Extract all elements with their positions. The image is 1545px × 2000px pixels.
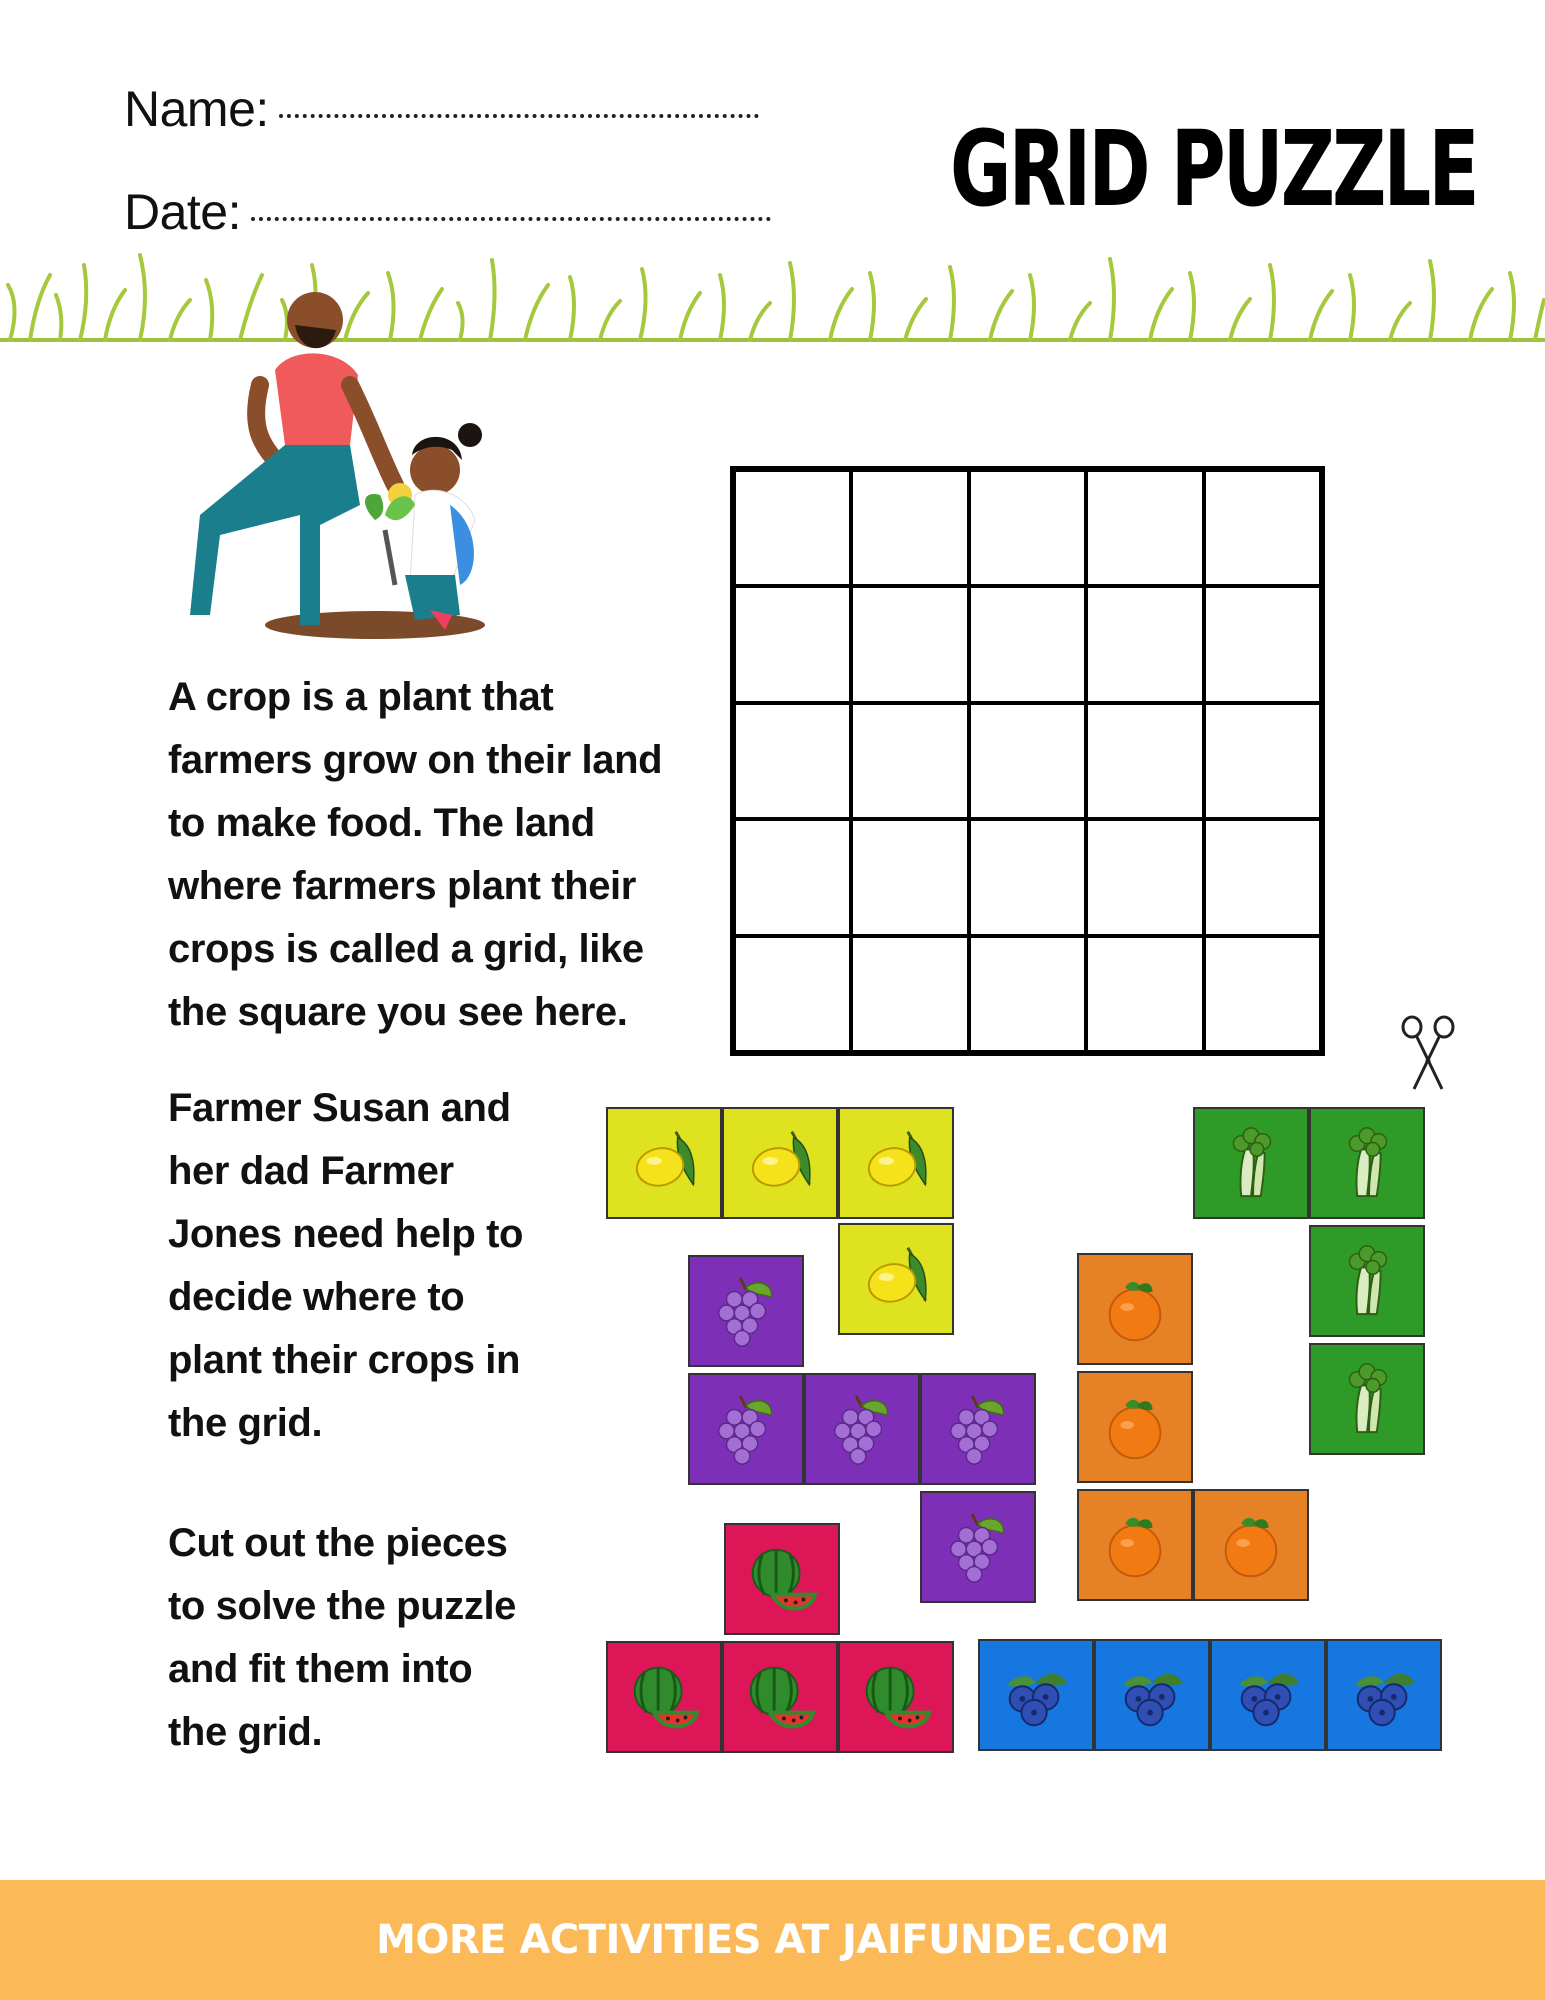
orange-icon (1096, 1506, 1174, 1584)
grapes-icon (823, 1390, 901, 1468)
lemon-tile[interactable] (838, 1223, 954, 1335)
grid-cell[interactable] (969, 703, 1086, 819)
celery-icon (1328, 1242, 1406, 1320)
celery-tile[interactable] (1193, 1107, 1309, 1219)
intro-paragraph: A crop is a plant that farmers grow on their land to make food. The land where farmers plant their crops is called a grid, like the square you see here. (168, 675, 663, 1034)
orange-tile[interactable] (1193, 1489, 1309, 1601)
grid-cell[interactable] (851, 936, 968, 1052)
grapes-icon (939, 1508, 1017, 1586)
grapes-tile[interactable] (920, 1491, 1036, 1603)
lemon-tile[interactable] (606, 1107, 722, 1219)
watermelon-tile[interactable] (724, 1523, 840, 1635)
date-label: Date: (124, 184, 242, 240)
celery-icon (1328, 1360, 1406, 1438)
celery-tile[interactable] (1309, 1107, 1425, 1219)
orange-tile[interactable] (1077, 1371, 1193, 1483)
grid-cell[interactable] (1204, 470, 1321, 586)
grid-cell[interactable] (1086, 703, 1203, 819)
lemon-icon (857, 1124, 935, 1202)
grid-cell[interactable] (851, 819, 968, 935)
orange-icon (1096, 1388, 1174, 1466)
lemon-icon (741, 1124, 819, 1202)
grid-cell[interactable] (1204, 586, 1321, 702)
orange-tile[interactable] (1077, 1253, 1193, 1365)
grid-cell[interactable] (969, 819, 1086, 935)
lemon-tile[interactable] (722, 1107, 838, 1219)
grid-cell[interactable] (1204, 819, 1321, 935)
watermelon-icon (741, 1658, 819, 1736)
blueberry-icon (1113, 1656, 1191, 1734)
orange-tile[interactable] (1077, 1489, 1193, 1601)
grid-cell[interactable] (969, 936, 1086, 1052)
grid-cell[interactable] (851, 703, 968, 819)
grid-cell[interactable] (734, 586, 851, 702)
celery-icon (1212, 1124, 1290, 1202)
grid-cell[interactable] (1086, 586, 1203, 702)
grapes-tile[interactable] (688, 1373, 804, 1485)
grapes-tile[interactable] (920, 1373, 1036, 1485)
blueberry-icon (1229, 1656, 1307, 1734)
grid-cell[interactable] (1086, 819, 1203, 935)
celery-icon (1328, 1124, 1406, 1202)
orange-icon (1212, 1506, 1290, 1584)
blueberry-tile[interactable] (1210, 1639, 1326, 1751)
celery-tile[interactable] (1309, 1225, 1425, 1337)
watermelon-tile[interactable] (606, 1641, 722, 1753)
puzzle-grid[interactable] (730, 466, 1325, 1056)
name-label: Name: (124, 81, 269, 137)
celery-tile[interactable] (1309, 1343, 1425, 1455)
farmers-illustration (190, 285, 550, 645)
blueberry-icon (1345, 1656, 1423, 1734)
name-line[interactable] (279, 114, 759, 118)
grapes-tile[interactable] (804, 1373, 920, 1485)
grapes-tile[interactable] (688, 1255, 804, 1367)
name-field[interactable] (124, 80, 759, 138)
blueberry-tile[interactable] (1094, 1639, 1210, 1751)
date-line[interactable] (251, 217, 771, 221)
grid-cell[interactable] (851, 586, 968, 702)
date-field[interactable] (124, 183, 771, 241)
grid-cell[interactable] (1204, 936, 1321, 1052)
lemon-icon (857, 1240, 935, 1318)
watermelon-icon (743, 1540, 821, 1618)
grapes-icon (939, 1390, 1017, 1468)
grapes-icon (707, 1390, 785, 1468)
blueberry-tile[interactable] (978, 1639, 1094, 1751)
grid-cell[interactable] (1086, 936, 1203, 1052)
grid-cell[interactable] (1204, 703, 1321, 819)
instruction-paragraph: Cut out the pieces to solve the puzzle and fit them into the grid. (168, 1521, 517, 1754)
page-title: GRID PUZZLE (950, 108, 1477, 230)
watermelon-tile[interactable] (722, 1641, 838, 1753)
blueberry-icon (997, 1656, 1075, 1734)
scissors-icon (1398, 1015, 1458, 1091)
watermelon-icon (625, 1658, 703, 1736)
grid-cell[interactable] (969, 586, 1086, 702)
grid-cell[interactable] (734, 936, 851, 1052)
orange-icon (1096, 1270, 1174, 1348)
footer-link[interactable]: MORE ACTIVITIES AT JAIFUNDE.COM (376, 1917, 1169, 1963)
grid-cell[interactable] (734, 470, 851, 586)
footer-banner (0, 1880, 1545, 2000)
grapes-icon (707, 1272, 785, 1350)
grid-cell[interactable] (851, 470, 968, 586)
watermelon-icon (857, 1658, 935, 1736)
blueberry-tile[interactable] (1326, 1639, 1442, 1751)
story-paragraph: Farmer Susan and her dad Farmer Jones need help to decide where to plant their crops in the grid. (168, 1086, 524, 1445)
watermelon-tile[interactable] (838, 1641, 954, 1753)
lemon-tile[interactable] (838, 1107, 954, 1219)
grid-cell[interactable] (1086, 470, 1203, 586)
grid-cell[interactable] (734, 819, 851, 935)
grid-cell[interactable] (969, 470, 1086, 586)
grid-cell[interactable] (734, 703, 851, 819)
lemon-icon (625, 1124, 703, 1202)
